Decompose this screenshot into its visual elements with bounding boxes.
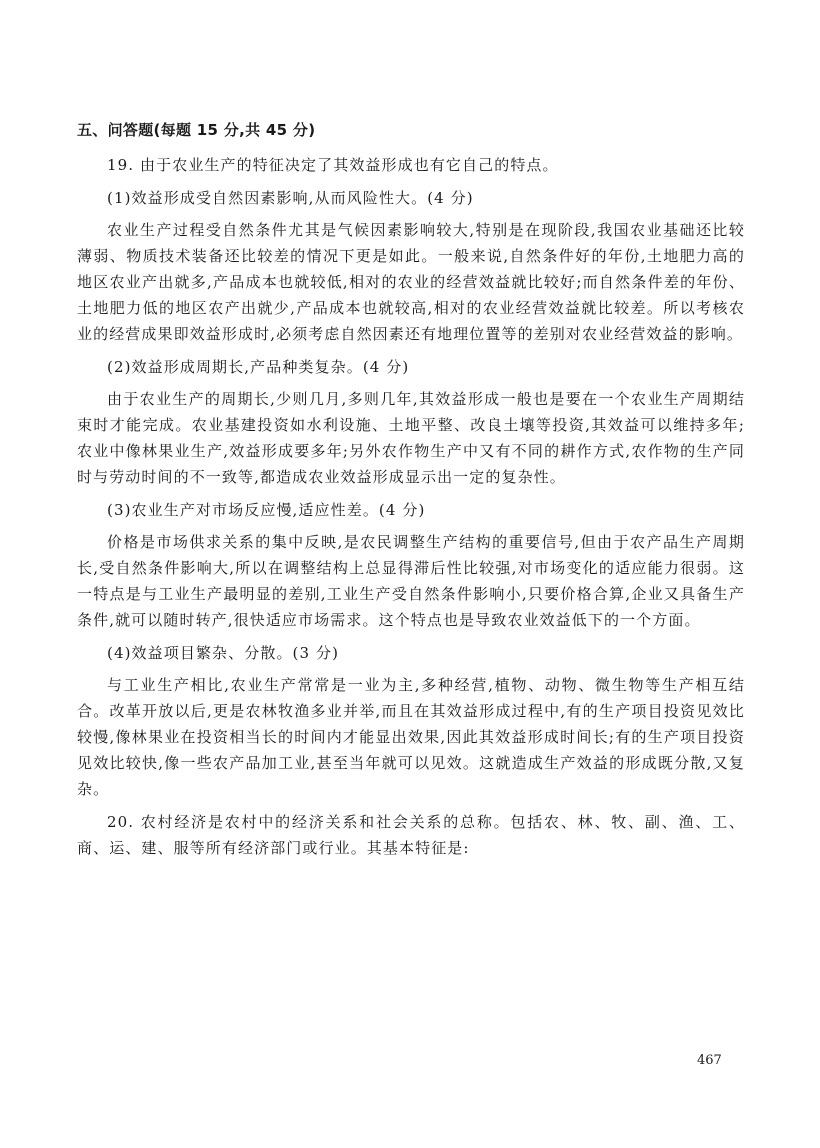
point-1-heading: (1)效益形成受自然因素影响,从而风险性大。(4 分) — [107, 188, 474, 207]
question-19-intro: 19. 由于农业生产的特征决定了其效益形成也有它自己的特点。 — [107, 156, 559, 174]
section-title: 五、问答题(每题 15 分,共 45 分) — [77, 121, 316, 139]
question-20-intro: 20. 农村经济是农村中的经济关系和社会关系的总称。包括农、林、牧、副、渔、工、商、运、建、服等所有经济部门或行业。其基本特征是: — [77, 812, 745, 857]
point-1-body: 农业生产过程受自然条件尤其是气候因素影响较大,特别是在现阶段,我国农业基础还比较薄弱、物质技术装备还比较差的情况下更是如此。一般来说,自然条件好的年份,土地肥力高的地区农业产出就多,产品成本也就较低,相对的农业的经营效益就比较好;而自然条件差的年份、土地肥力低的地区农产出就少,产品成本也就较高,相对的农业经营效益就比较差。所以考核农业的经营成果即效益形成时,必须考虑自然因素还有地理位置等的差别对农业经营效益的影响。 — [77, 221, 745, 343]
answer-content — [77, 152, 745, 867]
point-2-heading: (2)效益形成周期长,产品种类复杂。(4 分) — [107, 357, 410, 376]
point-3-heading: (3)农业生产对市场反应慢,适应性差。(4 分) — [107, 500, 426, 519]
point-3-body: 价格是市场供求关系的集中反映,是农民调整生产结构的重要信号,但由于农产品生产周期长,受自然条件影响大,所以在调整结构上总显得滞后性比较强,对市场变化的适应能力很弱。这一特点是与工业生产最明显的差别,工业生产受自然条件影响小,只要价格合算,企业又具备生产条件,就可以随时转产,很快适应市场需求。这个特点也是导致农业效益低下的一个方面。 — [77, 533, 745, 629]
point-2-body: 由于农业生产的周期长,少则几月,多则几年,其效益形成一般也是要在一个农业生产周期结束时才能完成。农业基建投资如水利设施、土地平整、改良土壤等投资,其效益可以维持多年;农业中像林果业生产,效益形成要多年;另外农作物生产中又有不同的耕作方式,农作物的生产同时与劳动时间的不一致等,都造成农业效益形成显示出一定的复杂性。 — [77, 390, 745, 486]
point-4-body: 与工业生产相比,农业生产常常是一业为主,多种经营,植物、动物、微生物等生产相互结合。改革开放以后,更是农林牧渔多业并举,而且在其效益形成过程中,有的生产项目投资见效比较慢,像林果业在投资相当长的时间内才能显出效果,因此其效益形成时间长;有的生产项目投资见效比较快,像一些农产品加工业,甚至当年就可以见效。这就造成生产效益的形成既分散,又复杂。 — [77, 676, 745, 798]
page-number: 467 — [697, 1053, 722, 1068]
point-4-heading: (4)效益项目繁杂、分散。(3 分) — [107, 643, 340, 662]
